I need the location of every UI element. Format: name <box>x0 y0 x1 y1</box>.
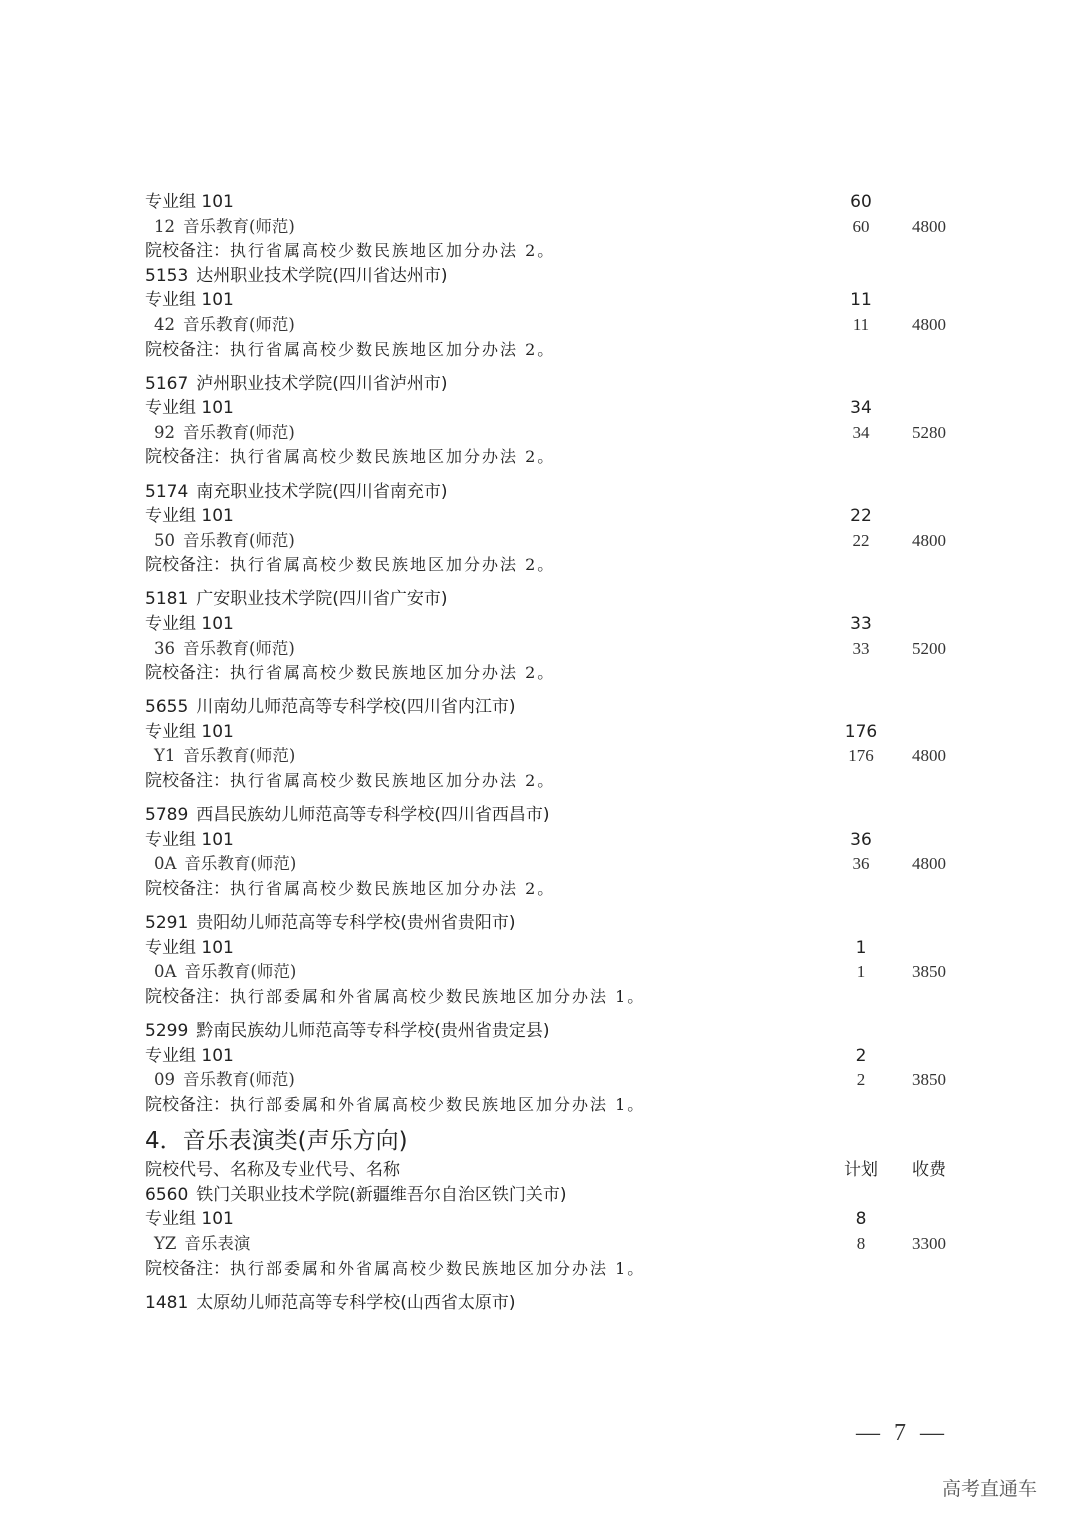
major-row <box>145 637 965 662</box>
school-block <box>145 695 965 793</box>
note-label: 院校备注： <box>145 663 230 684</box>
group-row <box>145 828 965 853</box>
note-row <box>145 877 965 902</box>
school-code: 5181 <box>145 589 189 610</box>
major-plan: 1 <box>856 962 866 982</box>
school-row <box>145 1019 965 1044</box>
group-label: 专业组 101 <box>145 290 234 311</box>
note-row <box>145 1257 965 1282</box>
group-row <box>145 936 965 961</box>
school-block <box>145 1291 965 1316</box>
major-fee: 4800 <box>912 746 946 766</box>
school-code: 5174 <box>145 481 189 502</box>
note-row <box>145 239 965 264</box>
major-plan: 11 <box>852 314 870 334</box>
major-plan: 36 <box>852 854 870 874</box>
note-row <box>145 553 965 578</box>
document-body <box>145 190 965 1315</box>
major-plan: 33 <box>852 638 870 658</box>
major-fee: 4800 <box>912 314 946 334</box>
group-label: 专业组 101 <box>145 1209 234 1230</box>
major-plan: 2 <box>856 1070 866 1090</box>
group-label: 专业组 101 <box>145 506 234 527</box>
note-row <box>145 661 965 686</box>
note-label: 院校备注： <box>145 447 230 468</box>
watermark: 高考直通车 <box>942 1478 1038 1500</box>
major-row <box>145 744 965 769</box>
group-label: 专业组 101 <box>145 1045 234 1066</box>
school-code: 5291 <box>145 913 189 934</box>
major-fee: 3300 <box>912 1234 946 1254</box>
major-name: 音乐教育(师范) <box>183 530 295 550</box>
header-plan: 计划 <box>844 1160 878 1181</box>
note-label: 院校备注： <box>145 339 230 360</box>
school-name: 泸州职业技术学院(四川省泸州市) <box>196 373 448 394</box>
note-text: 执行省属高校少数民族地区加分办法 2。 <box>230 447 556 467</box>
school-code: 5299 <box>145 1020 189 1041</box>
major-name: 音乐教育(师范) <box>183 1070 295 1090</box>
school-row <box>145 480 965 505</box>
major-code: 0A <box>154 854 177 874</box>
group-label: 专业组 101 <box>145 192 234 212</box>
school-code: 5167 <box>145 373 189 394</box>
group-plan: 34 <box>850 398 872 419</box>
major-name: 音乐教育(师范) <box>183 216 295 236</box>
school-block <box>145 264 965 362</box>
note-label: 院校备注： <box>145 555 230 576</box>
group-row <box>145 504 965 529</box>
major-fee: 5200 <box>912 638 946 658</box>
major-row <box>145 529 965 554</box>
school-row <box>145 803 965 828</box>
note-text: 执行部委属和外省属高校少数民族地区加分办法 1。 <box>230 1094 646 1114</box>
major-name: 音乐表演 <box>184 1234 251 1254</box>
major-row <box>145 1068 965 1093</box>
group-row <box>145 1207 965 1232</box>
note-label: 院校备注： <box>145 878 230 899</box>
school-name: 铁门关职业技术学院(新疆维吾尔自治区铁门关市) <box>196 1184 567 1205</box>
note-row <box>145 769 965 794</box>
major-fee: 4800 <box>912 216 946 236</box>
major-row <box>145 421 965 446</box>
major-plan: 8 <box>856 1234 866 1254</box>
school-name: 黔南民族幼儿师范高等专科学校(贵州省贵定县) <box>196 1020 550 1041</box>
group-row <box>145 720 965 745</box>
school-block <box>145 372 965 470</box>
group-plan: 11 <box>850 290 872 311</box>
major-plan: 34 <box>852 422 870 442</box>
major-row <box>145 960 965 985</box>
major-code: Y1 <box>154 746 176 766</box>
note-label: 院校备注： <box>145 1258 230 1279</box>
note-label: 院校备注： <box>145 771 230 792</box>
school-block <box>145 803 965 901</box>
major-name: 音乐教育(师范) <box>183 638 295 658</box>
major-code: 50 <box>154 530 175 550</box>
major-fee: 4800 <box>912 854 946 874</box>
school-row <box>145 587 965 612</box>
major-row <box>145 313 965 338</box>
note-row <box>145 338 965 363</box>
note-label: 院校备注： <box>145 1094 230 1115</box>
major-name: 音乐教育(师范) <box>183 314 295 334</box>
group-plan: 36 <box>850 829 872 850</box>
note-text: 执行省属高校少数民族地区加分办法 2。 <box>230 241 556 261</box>
major-name: 音乐教育(师范) <box>184 854 297 874</box>
group-row <box>145 396 965 421</box>
group-label: 专业组 101 <box>145 398 234 419</box>
school-row <box>145 695 965 720</box>
major-code: 12 <box>154 216 175 236</box>
major-fee: 3850 <box>912 1070 946 1090</box>
note-row <box>145 985 965 1010</box>
school-code: 5655 <box>145 697 189 718</box>
group-plan: 8 <box>855 1209 867 1230</box>
major-plan: 22 <box>852 530 870 550</box>
school-name: 西昌民族幼儿师范高等专科学校(四川省西昌市) <box>196 805 550 826</box>
note-text: 执行省属高校少数民族地区加分办法 2。 <box>230 339 556 359</box>
major-fee: 3850 <box>912 962 946 982</box>
major-fee: 4800 <box>912 530 946 550</box>
school-row <box>145 372 965 397</box>
school-block <box>145 190 965 264</box>
school-code: 5153 <box>145 265 189 286</box>
major-name: 音乐教育(师范) <box>183 746 296 766</box>
group-row <box>145 288 965 313</box>
group-plan: 60 <box>850 192 872 212</box>
header-name: 院校代号、名称及专业代号、名称 <box>145 1160 400 1181</box>
school-name: 达州职业技术学院(四川省达州市) <box>196 265 448 286</box>
school-code: 1481 <box>145 1292 189 1313</box>
major-code: 92 <box>154 422 175 442</box>
school-row <box>145 911 965 936</box>
section-title: 4．音乐表演类(声乐方向) <box>145 1128 408 1155</box>
note-label: 院校备注： <box>145 241 230 262</box>
group-plan: 33 <box>850 614 872 634</box>
note-row <box>145 1093 965 1118</box>
major-name: 音乐教育(师范) <box>184 962 297 982</box>
group-row <box>145 612 965 637</box>
note-text: 执行省属高校少数民族地区加分办法 2。 <box>230 878 556 898</box>
school-block <box>145 911 965 1009</box>
major-name: 音乐教育(师范) <box>183 422 295 442</box>
major-plan: 60 <box>852 216 870 236</box>
school-row <box>145 1183 965 1208</box>
major-row <box>145 1232 965 1257</box>
school-name: 贵阳幼儿师范高等专科学校(贵州省贵阳市) <box>196 913 516 934</box>
note-text: 执行部委属和外省属高校少数民族地区加分办法 1。 <box>230 986 646 1006</box>
group-plan: 1 <box>855 937 867 958</box>
group-row <box>145 1044 965 1069</box>
group-label: 专业组 101 <box>145 721 234 742</box>
major-row <box>145 852 965 877</box>
note-text: 执行省属高校少数民族地区加分办法 2。 <box>230 555 556 575</box>
group-row <box>145 190 965 215</box>
major-code: 0A <box>154 962 177 982</box>
page-number: — 7 — <box>856 1420 948 1446</box>
table-header <box>145 1158 965 1183</box>
school-block <box>145 587 965 685</box>
note-row <box>145 445 965 470</box>
group-label: 专业组 101 <box>145 614 234 634</box>
school-block <box>145 1183 965 1281</box>
group-label: 专业组 101 <box>145 829 234 850</box>
note-text: 执行部委属和外省属高校少数民族地区加分办法 1。 <box>230 1258 646 1278</box>
group-plan: 176 <box>844 721 878 742</box>
school-name: 川南幼儿师范高等专科学校(四川省内江市) <box>196 697 516 718</box>
header-fee: 收费 <box>912 1160 946 1181</box>
major-code: YZ <box>154 1234 177 1254</box>
major-fee: 5280 <box>912 422 946 442</box>
school-row <box>145 264 965 289</box>
group-label: 专业组 101 <box>145 937 234 958</box>
school-name: 南充职业技术学院(四川省南充市) <box>196 481 448 502</box>
note-text: 执行省属高校少数民族地区加分办法 2。 <box>230 771 556 791</box>
major-code: 42 <box>154 314 175 334</box>
group-plan: 2 <box>855 1045 867 1066</box>
school-block <box>145 1019 965 1117</box>
major-code: 36 <box>154 638 175 658</box>
major-row <box>145 215 965 240</box>
note-label: 院校备注： <box>145 986 230 1007</box>
group-plan: 22 <box>850 506 872 527</box>
major-plan: 176 <box>848 746 874 766</box>
school-code: 6560 <box>145 1184 189 1205</box>
note-text: 执行省属高校少数民族地区加分办法 2。 <box>230 663 556 683</box>
school-name: 太原幼儿师范高等专科学校(山西省太原市) <box>196 1292 516 1313</box>
school-name: 广安职业技术学院(四川省广安市) <box>196 589 448 610</box>
school-row <box>145 1291 965 1316</box>
school-block <box>145 480 965 578</box>
school-code: 5789 <box>145 805 189 826</box>
major-code: 09 <box>154 1070 175 1090</box>
